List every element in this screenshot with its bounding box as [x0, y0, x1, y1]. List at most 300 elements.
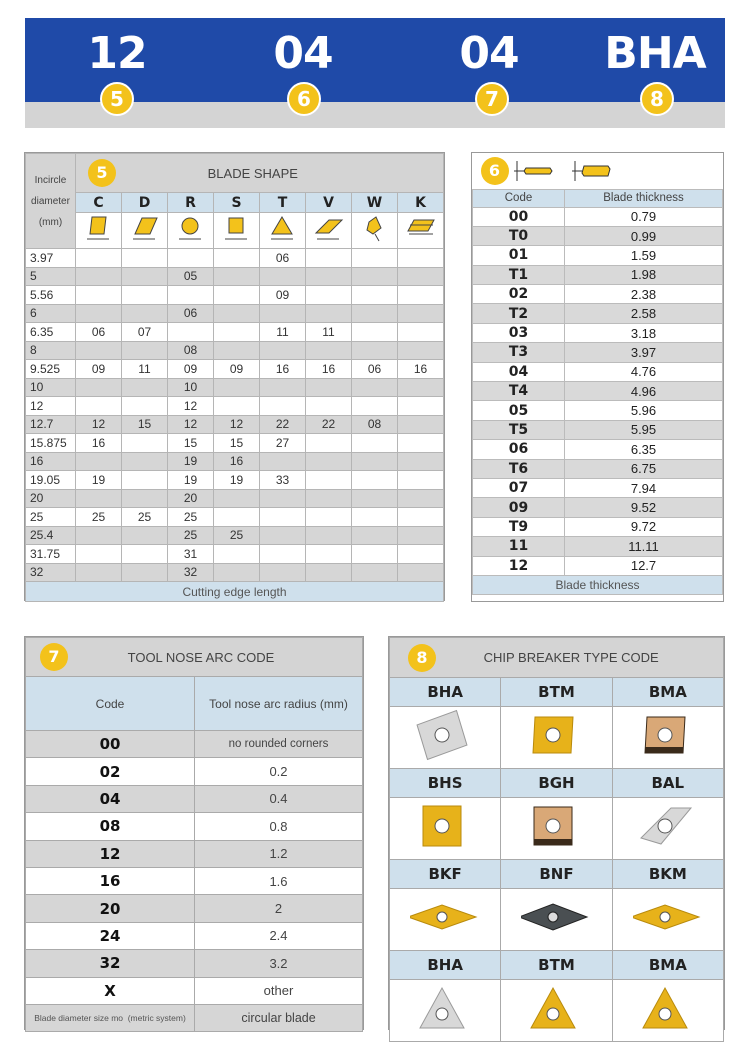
- gold-long-diamond-insert-icon: [410, 889, 480, 945]
- shape-t-icon: [267, 214, 299, 244]
- shape-v-icon: [313, 214, 345, 244]
- thickness-row: [473, 537, 723, 556]
- cutting-edge-value: [398, 508, 444, 527]
- nose-arc-row: [26, 867, 363, 894]
- cutting-edge-value: [306, 434, 352, 453]
- cutting-edge-value: [352, 323, 398, 342]
- shape-cell-t: [260, 213, 306, 249]
- chip-breaker-name: BHA: [390, 678, 501, 707]
- thickness-value: 3.97: [565, 343, 723, 362]
- cutting-edge-value: [352, 526, 398, 545]
- incircle-diameter-value: 6: [26, 304, 76, 323]
- cutting-edge-value: [398, 304, 444, 323]
- incircle-diameter-value: 6.35: [26, 323, 76, 342]
- nose-arc-col-code: Code: [26, 677, 195, 731]
- cutting-edge-value: 19: [214, 471, 260, 490]
- thickness-row: [473, 517, 723, 536]
- thickness-code: T2: [473, 304, 565, 323]
- thickness-row: [473, 556, 723, 575]
- cutting-edge-value: [260, 545, 306, 564]
- nose-arc-code: 24: [26, 922, 195, 949]
- blade-shape-row: [26, 545, 444, 564]
- thickness-row: [473, 459, 723, 478]
- cutting-edge-value: [214, 341, 260, 360]
- thick-insert-profile-icon: [572, 160, 612, 182]
- silver-triangle-insert-icon: [410, 980, 480, 1036]
- chip-breaker-image-row: [390, 707, 724, 769]
- banner-code-04b: 04: [459, 28, 519, 79]
- thickness-row: [473, 420, 723, 439]
- nose-arc-radius: 0.2: [195, 758, 363, 785]
- blade-shape-row: [26, 267, 444, 286]
- cutting-edge-value: [76, 489, 122, 508]
- thickness-value: 9.52: [565, 498, 723, 517]
- gold-triangle-insert-icon: [521, 980, 591, 1036]
- cutting-edge-value: [352, 267, 398, 286]
- nose-arc-title: TOOL NOSE ARC CODE: [127, 649, 275, 665]
- cutting-edge-value: 11: [260, 323, 306, 342]
- chip-breaker-name: BMA: [612, 951, 723, 980]
- thickness-code: 11: [473, 537, 565, 556]
- cutting-edge-value: [306, 545, 352, 564]
- cutting-edge-value: 12: [76, 415, 122, 434]
- chip-breaker-image-cell: [612, 707, 723, 769]
- thickness-row: [473, 401, 723, 420]
- chip-breaker-name: BTM: [501, 678, 612, 707]
- cutting-edge-value: 16: [76, 434, 122, 453]
- shape-r-icon: [175, 214, 207, 244]
- nose-arc-code: 12: [26, 840, 195, 867]
- chip-breaker-name: BMA: [612, 678, 723, 707]
- cutting-edge-value: [352, 249, 398, 268]
- cutting-edge-value: 11: [306, 323, 352, 342]
- cutting-edge-value: [260, 563, 306, 582]
- incircle-header-line3: (mm): [38, 216, 63, 228]
- silver-rhombus-insert-icon: [410, 707, 480, 763]
- blade-shape-row: [26, 341, 444, 360]
- thickness-row: [473, 226, 723, 245]
- cutting-edge-value: 19: [76, 471, 122, 490]
- thickness-value: 2.58: [565, 304, 723, 323]
- cutting-edge-value: [214, 249, 260, 268]
- blade-shape-row: [26, 378, 444, 397]
- cutting-edge-value: [306, 563, 352, 582]
- chip-breaker-image-cell: [612, 980, 723, 1042]
- cutting-edge-value: [398, 489, 444, 508]
- bronze-square-insert-icon: [521, 798, 591, 854]
- nose-arc-row: [26, 785, 363, 812]
- nose-arc-table: [24, 636, 364, 1030]
- cutting-edge-value: [398, 378, 444, 397]
- banner-badge-7: 7: [475, 82, 509, 116]
- cutting-edge-value: [260, 452, 306, 471]
- nose-arc-last-value: circular blade: [195, 1004, 363, 1031]
- shape-letter-v: V: [306, 193, 352, 213]
- cutting-edge-value: [122, 249, 168, 268]
- cutting-edge-value: [398, 452, 444, 471]
- incircle-diameter-value: 15.875: [26, 434, 76, 453]
- incircle-diameter-value: 12.7: [26, 415, 76, 434]
- thickness-value: 6.75: [565, 459, 723, 478]
- banner-code-12: 12: [87, 28, 147, 79]
- chip-breaker-title: CHIP BREAKER TYPE CODE: [483, 650, 659, 665]
- cutting-edge-value: [398, 434, 444, 453]
- cutting-edge-value: [306, 397, 352, 416]
- thickness-code: T6: [473, 459, 565, 478]
- cutting-edge-value: 15: [122, 415, 168, 434]
- incircle-header-line1: Incircle: [34, 174, 67, 186]
- cutting-edge-value: [398, 323, 444, 342]
- cutting-edge-value: 09: [168, 360, 214, 379]
- thickness-code: T4: [473, 382, 565, 401]
- nose-arc-last-label: Blade diameter size mo (metric system): [26, 1004, 195, 1031]
- cutting-edge-value: [122, 489, 168, 508]
- thickness-row: [473, 246, 723, 265]
- cutting-edge-value: 06: [352, 360, 398, 379]
- section-badge-8: 8: [408, 644, 436, 672]
- chip-breaker-image-cell: [390, 707, 501, 769]
- nose-arc-radius: 0.4: [195, 785, 363, 812]
- cutting-edge-value: [76, 397, 122, 416]
- chip-breaker-image-cell: [390, 798, 501, 860]
- cutting-edge-value: [306, 471, 352, 490]
- cutting-edge-value: [122, 286, 168, 305]
- cutting-edge-value: 22: [306, 415, 352, 434]
- chip-breaker-name-row: [390, 769, 724, 798]
- cutting-edge-value: 09: [76, 360, 122, 379]
- blade-shape-table: [24, 152, 445, 601]
- cutting-edge-value: [76, 267, 122, 286]
- cutting-edge-value: 33: [260, 471, 306, 490]
- cutting-edge-value: [306, 489, 352, 508]
- thickness-code: T0: [473, 226, 565, 245]
- thickness-code: 03: [473, 323, 565, 342]
- cutting-edge-value: [214, 508, 260, 527]
- cutting-edge-value: [214, 304, 260, 323]
- cutting-edge-value: [168, 249, 214, 268]
- shape-letter-k: K: [398, 193, 444, 213]
- cutting-edge-value: [306, 508, 352, 527]
- cutting-edge-value: [122, 471, 168, 490]
- thickness-code: T1: [473, 265, 565, 284]
- blade-shape-row: [26, 360, 444, 379]
- banner-badge-6: 6: [287, 82, 321, 116]
- cutting-edge-value: [306, 286, 352, 305]
- cutting-edge-value: [398, 286, 444, 305]
- cutting-edge-value: [260, 378, 306, 397]
- thickness-code: 02: [473, 285, 565, 304]
- incircle-diameter-value: 32: [26, 563, 76, 582]
- cutting-edge-value: [122, 563, 168, 582]
- shape-cell-w: [352, 213, 398, 249]
- cutting-edge-value: [260, 526, 306, 545]
- cutting-edge-value: 32: [168, 563, 214, 582]
- cutting-edge-value: 15: [214, 434, 260, 453]
- cutting-edge-value: 15: [168, 434, 214, 453]
- chip-breaker-image-cell: [501, 980, 612, 1042]
- cutting-edge-value: [214, 378, 260, 397]
- shape-letter-c: C: [76, 193, 122, 213]
- cutting-edge-value: 12: [168, 397, 214, 416]
- chip-breaker-name: BAL: [612, 769, 723, 798]
- cutting-edge-value: [352, 378, 398, 397]
- blade-shape-row: [26, 471, 444, 490]
- silver-diamond-insert-icon: [633, 798, 703, 854]
- blade-thickness-table: [471, 152, 724, 602]
- cutting-edge-value: [214, 267, 260, 286]
- chip-breaker-image-cell: [612, 798, 723, 860]
- cutting-edge-value: [122, 304, 168, 323]
- cutting-edge-value: 25: [214, 526, 260, 545]
- gold-triangle-insert-icon: [633, 980, 703, 1036]
- nose-arc-row: [26, 813, 363, 840]
- blade-shape-row: [26, 489, 444, 508]
- thickness-value: 1.59: [565, 246, 723, 265]
- cutting-edge-value: 22: [260, 415, 306, 434]
- cutting-edge-value: [352, 341, 398, 360]
- cutting-edge-value: [398, 415, 444, 434]
- cutting-edge-value: [352, 471, 398, 490]
- cutting-edge-value: [260, 508, 306, 527]
- chip-breaker-name: BKM: [612, 860, 723, 889]
- cutting-edge-value: [260, 489, 306, 508]
- nose-arc-row: [26, 922, 363, 949]
- banner-code-04a: 04: [273, 28, 333, 79]
- thickness-code: 09: [473, 498, 565, 517]
- cutting-edge-value: [260, 397, 306, 416]
- cutting-edge-value: 12: [168, 415, 214, 434]
- cutting-edge-value: [76, 526, 122, 545]
- shape-cell-c: [76, 213, 122, 249]
- cutting-edge-value: [76, 286, 122, 305]
- cutting-edge-value: [306, 526, 352, 545]
- shape-cell-k: [398, 213, 444, 249]
- shape-cell-r: [168, 213, 214, 249]
- shape-cell-v: [306, 213, 352, 249]
- cutting-edge-value: [214, 323, 260, 342]
- chip-breaker-title-cell: [390, 638, 724, 678]
- incircle-diameter-value: 19.05: [26, 471, 76, 490]
- thickness-code: 05: [473, 401, 565, 420]
- chip-breaker-name-row: [390, 951, 724, 980]
- cutting-edge-value: [168, 323, 214, 342]
- cutting-edge-value: [76, 378, 122, 397]
- thickness-row: [473, 382, 723, 401]
- cutting-edge-value: 12: [214, 415, 260, 434]
- thickness-col-code: Code: [473, 189, 565, 207]
- thickness-value: 0.79: [565, 207, 723, 226]
- incircle-header-line2: diameter: [31, 195, 70, 207]
- thickness-row: [473, 285, 723, 304]
- thickness-row: [473, 265, 723, 284]
- cutting-edge-value: [398, 249, 444, 268]
- nose-arc-row: [26, 895, 363, 922]
- nose-arc-code: 20: [26, 895, 195, 922]
- chip-breaker-image-row: [390, 980, 724, 1042]
- cutting-edge-value: [352, 508, 398, 527]
- thickness-code: 12: [473, 556, 565, 575]
- section-badge-6: 6: [481, 157, 509, 185]
- thickness-code: 01: [473, 246, 565, 265]
- incircle-diameter-value: 3.97: [26, 249, 76, 268]
- thickness-row: [473, 478, 723, 497]
- cutting-edge-value: 16: [398, 360, 444, 379]
- thickness-value: 4.96: [565, 382, 723, 401]
- chip-breaker-image-cell: [612, 889, 723, 951]
- nose-arc-radius: 1.2: [195, 840, 363, 867]
- blade-shape-row: [26, 323, 444, 342]
- cutting-edge-value: [398, 563, 444, 582]
- cutting-edge-value: 16: [306, 360, 352, 379]
- cutting-edge-value: 27: [260, 434, 306, 453]
- blade-shape-row: [26, 286, 444, 305]
- shape-letter-s: S: [214, 193, 260, 213]
- cutting-edge-value: [76, 545, 122, 564]
- cutting-edge-value: [306, 378, 352, 397]
- cutting-edge-value: [76, 304, 122, 323]
- cutting-edge-value: [398, 341, 444, 360]
- thickness-row: [473, 343, 723, 362]
- cutting-edge-value: [260, 341, 306, 360]
- chip-breaker-table: [388, 636, 725, 1030]
- banner-badge-8: 8: [640, 82, 674, 116]
- chip-breaker-name: BGH: [501, 769, 612, 798]
- cutting-edge-value: [398, 267, 444, 286]
- chip-breaker-image-cell: [390, 889, 501, 951]
- cutting-edge-value: 09: [214, 360, 260, 379]
- chip-breaker-image-cell: [501, 707, 612, 769]
- cutting-edge-value: [398, 545, 444, 564]
- cutting-edge-value: [398, 471, 444, 490]
- cutting-edge-value: 08: [168, 341, 214, 360]
- thickness-col-value: Blade thickness: [565, 189, 723, 207]
- cutting-edge-value: [306, 267, 352, 286]
- nose-arc-row: [26, 950, 363, 977]
- shape-cell-s: [214, 213, 260, 249]
- nose-arc-row: [26, 758, 363, 785]
- nose-arc-radius: 3.2: [195, 950, 363, 977]
- thickness-value: 6.35: [565, 440, 723, 459]
- thickness-row: [473, 362, 723, 381]
- thin-insert-profile-icon: [514, 160, 554, 182]
- cutting-edge-value: 11: [122, 360, 168, 379]
- chip-breaker-name: BTM: [501, 951, 612, 980]
- cutting-edge-value: [352, 545, 398, 564]
- cutting-edge-value: [260, 304, 306, 323]
- cutting-edge-value: [122, 545, 168, 564]
- cutting-edge-value: 06: [168, 304, 214, 323]
- incircle-diameter-value: 16: [26, 452, 76, 471]
- nose-arc-code: X: [26, 977, 195, 1004]
- cutting-edge-value: [122, 434, 168, 453]
- cutting-edge-value: [76, 341, 122, 360]
- thickness-value: 5.95: [565, 420, 723, 439]
- cutting-edge-value: [76, 452, 122, 471]
- blade-shape-row: [26, 304, 444, 323]
- shape-w-icon: [359, 214, 391, 244]
- thickness-code: T3: [473, 343, 565, 362]
- cutting-edge-value: 20: [168, 489, 214, 508]
- cutting-edge-value: [352, 397, 398, 416]
- cutting-edge-value: [352, 434, 398, 453]
- cutting-edge-value: [122, 341, 168, 360]
- chip-breaker-name: BKF: [390, 860, 501, 889]
- thickness-title-cell: [473, 153, 723, 189]
- chip-breaker-name: BHS: [390, 769, 501, 798]
- nose-arc-code: 16: [26, 867, 195, 894]
- cutting-edge-value: 06: [76, 323, 122, 342]
- chip-breaker-image-cell: [501, 798, 612, 860]
- blade-shape-row: [26, 415, 444, 434]
- shape-letter-t: T: [260, 193, 306, 213]
- chip-breaker-name: BHA: [390, 951, 501, 980]
- shape-s-icon: [221, 214, 253, 244]
- cutting-edge-value: [352, 489, 398, 508]
- cutting-edge-value: [214, 563, 260, 582]
- cutting-edge-value: 25: [76, 508, 122, 527]
- cutting-edge-value: [214, 489, 260, 508]
- nose-arc-title-cell: [26, 638, 363, 677]
- shape-letter-row: [26, 193, 444, 213]
- thickness-value: 2.38: [565, 285, 723, 304]
- cutting-edge-value: 25: [168, 508, 214, 527]
- shape-c-icon: [83, 214, 115, 244]
- blade-shape-row: [26, 526, 444, 545]
- section-badge-5: 5: [88, 159, 116, 187]
- shape-letter-d: D: [122, 193, 168, 213]
- cutting-edge-value: 19: [168, 452, 214, 471]
- cutting-edge-value: [352, 563, 398, 582]
- cutting-edge-value: [398, 526, 444, 545]
- cutting-edge-value: 16: [260, 360, 306, 379]
- thickness-code: 07: [473, 478, 565, 497]
- nose-arc-code: 02: [26, 758, 195, 785]
- blade-shape-title-cell: [76, 154, 444, 193]
- shape-d-icon: [129, 214, 161, 244]
- cutting-edge-value: [76, 249, 122, 268]
- cutting-edge-value: [398, 397, 444, 416]
- blade-shape-row: [26, 397, 444, 416]
- cutting-edge-value: 08: [352, 415, 398, 434]
- blade-shape-footer: Cutting edge length: [26, 582, 444, 602]
- cutting-edge-value: [352, 304, 398, 323]
- cutting-edge-value: [214, 545, 260, 564]
- thickness-value: 5.96: [565, 401, 723, 420]
- thickness-value: 1.98: [565, 265, 723, 284]
- cutting-edge-value: 19: [168, 471, 214, 490]
- chip-breaker-name: BNF: [501, 860, 612, 889]
- thickness-code: 06: [473, 440, 565, 459]
- thickness-value: 12.7: [565, 556, 723, 575]
- incircle-header: [26, 154, 76, 249]
- nose-arc-code: 04: [26, 785, 195, 812]
- cutting-edge-value: [352, 452, 398, 471]
- thickness-row: [473, 304, 723, 323]
- thickness-row: [473, 207, 723, 226]
- thickness-row: [473, 498, 723, 517]
- cutting-edge-value: 05: [168, 267, 214, 286]
- cutting-edge-value: 09: [260, 286, 306, 305]
- blade-shape-row: [26, 249, 444, 268]
- blade-shape-title: BLADE SHAPE: [207, 165, 298, 181]
- blade-shape-row: [26, 508, 444, 527]
- nose-arc-radius: 0.8: [195, 813, 363, 840]
- shape-letter-w: W: [352, 193, 398, 213]
- blade-shape-row: [26, 452, 444, 471]
- thickness-code: 00: [473, 207, 565, 226]
- nose-arc-radius: 2.4: [195, 922, 363, 949]
- thickness-code: 04: [473, 362, 565, 381]
